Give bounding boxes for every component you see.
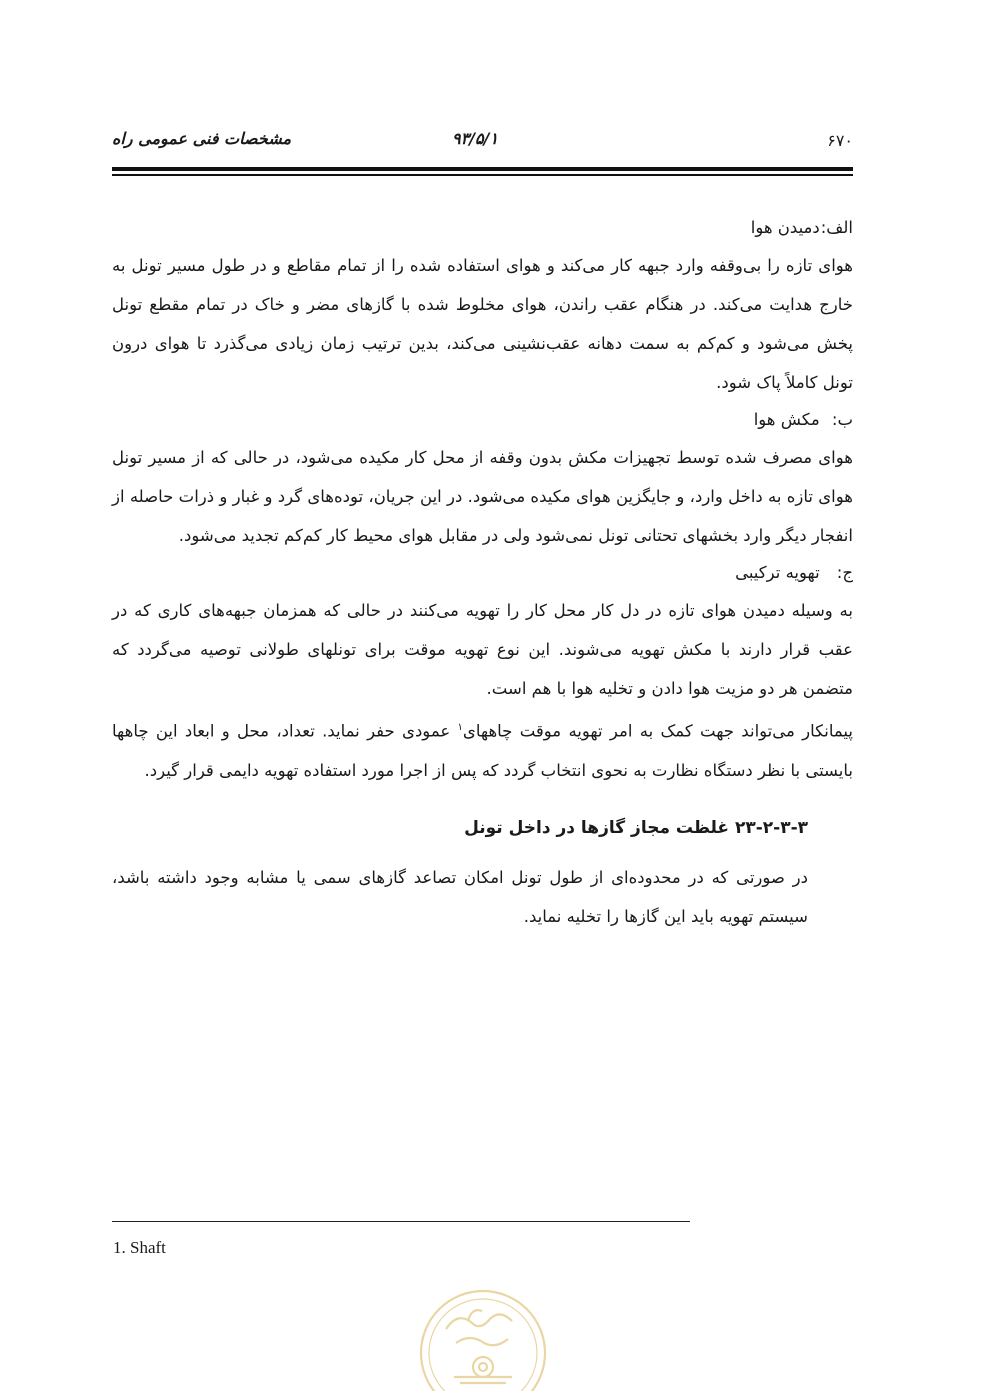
- footnote-text: 1. Shaft: [113, 1238, 166, 1257]
- header-rule-thick: [112, 167, 853, 171]
- item-text-a: هوای تازه را بی‌وقفه وارد جبهه کار می‌کند و هوای استفاده شده را از تمام مقاطع و در طول مسیر تونل به خارج هدایت می‌کند. در هنگام عقب راندن، هوای مخلوط شده با گازهای مضر و خاک در تمام مقطع تونل پخش می‌شود و کم‌کم به سمت دهانه عقب‌نشینی می‌کند، بدین ترتیب زمان زیادی می‌گذرد تا هوای درون تونل کاملاً پاک شود.: [112, 256, 853, 392]
- item-title-a: دمیدن هوا: [750, 218, 820, 237]
- item-title-c: تهویه ترکیبی: [735, 563, 820, 582]
- section-text: در صورتی که در محدوده‌ای از طول تونل امکان تصاعد گازهای سمی یا مشابه وجود داشته باشد، سیستم تهویه باید این گازها را تخلیه نماید.: [112, 867, 808, 926]
- watermark-stamp: [398, 1281, 568, 1391]
- section-heading: ۲۳-۲-۳-۳ غلظت مجاز گازها در داخل تونل: [464, 817, 808, 838]
- page-body: [112, 210, 853, 936]
- header-date: ۹۳/۵/۱: [452, 129, 499, 148]
- item-heading-c: [112, 555, 853, 591]
- item-title-b: مکش هوا: [753, 410, 820, 429]
- item-marker-b: ب:: [831, 410, 853, 429]
- item-text-b: هوای مصرف شده توسط تجهیزات مکش بدون وقفه از محل کار مکیده می‌شود، در حالی که از مسیر تونل هوای تازه به داخل وارد، و جایگزین هوای مکیده می‌شود. در این جریان، توده‌های گرد و غبار و ذرات حاصله از انفجار دیگر وارد بخشهای تحتانی تونل نمی‌شود ولی در مقابل هوای محیط کار کم‌کم تجدید می‌شود.: [112, 448, 853, 545]
- footnote-rule: [112, 1221, 690, 1222]
- header-rule-thin: [112, 174, 853, 176]
- contractor-text-start: پیمانکار می‌تواند جهت کمک به امر تهویه موقت چاههای: [462, 721, 854, 741]
- item-heading-b: [112, 402, 853, 438]
- item-marker-c: ج:: [836, 563, 853, 582]
- contractor-paragraph: [112, 708, 853, 790]
- footnote-reference: ۱: [457, 722, 463, 733]
- page-number: ۶۷۰: [827, 131, 853, 150]
- contractor-text-end: عمودی حفر نماید. تعداد، محل و ابعاد این چاهها بایستی با نظر دستگاه نظارت به نحوی انتخاب گردد که پس از اجرا مورد استفاده تهویه دایمی قرار گیرد.: [112, 721, 853, 780]
- item-marker-a: الف:: [820, 218, 853, 237]
- item-heading-a: [112, 210, 853, 246]
- page-header: [112, 125, 853, 159]
- item-text-c: به وسیله دمیدن هوای تازه در دل کار محل کار را تهویه می‌کنند در حالی که همزمان جبهه‌های کاری که در عقب قرار دارند با مکش تهویه می‌شوند. این نوع تهویه موقت برای تونلهای طولانی توصیه می‌گردد که متضمن هر دو مزیت هوا دادن و تخلیه هوا با هم است.: [112, 601, 853, 698]
- header-title: مشخصات فنی عمومی راه: [112, 129, 292, 148]
- watermark-stamp-icon: [398, 1281, 568, 1391]
